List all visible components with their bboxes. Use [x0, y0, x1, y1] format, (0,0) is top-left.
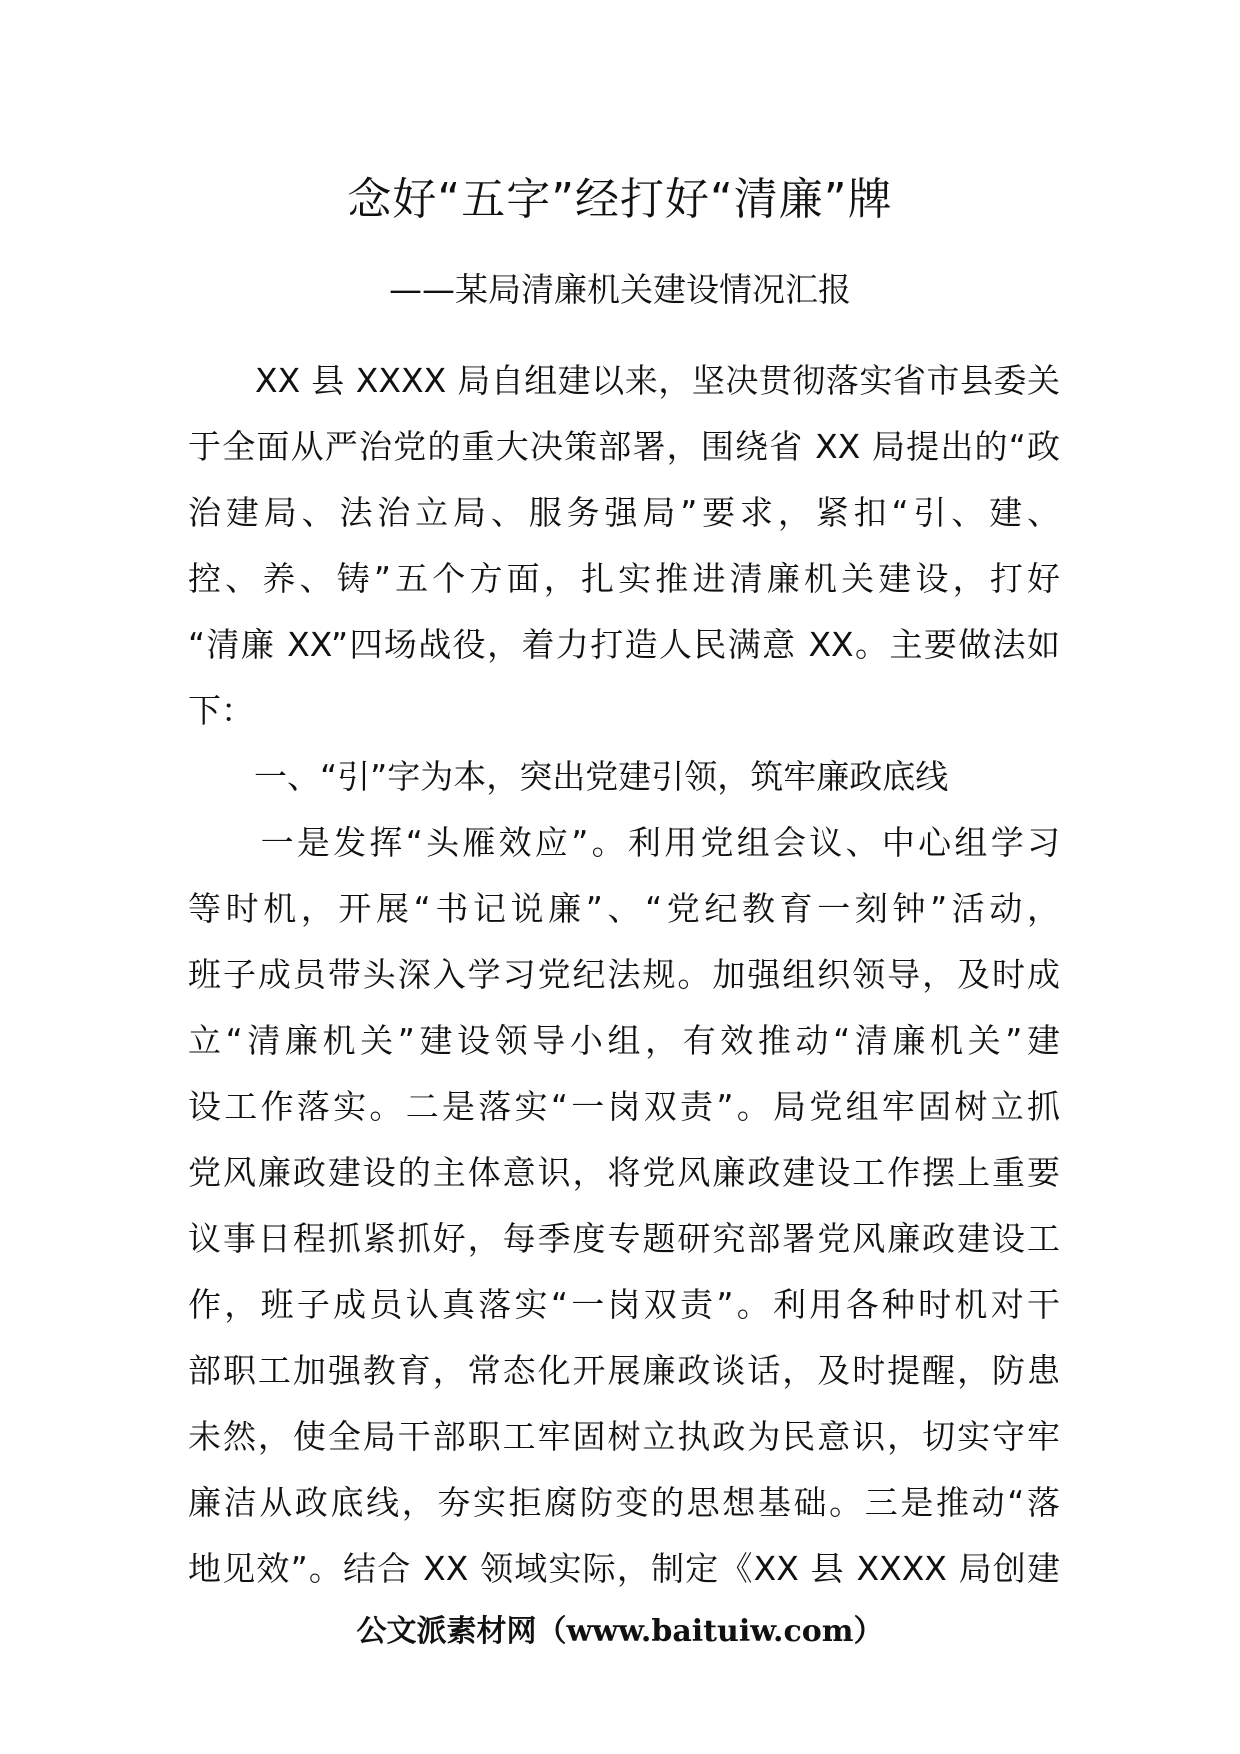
body-line: 班子成员带头深入学习党纪法规。加强组织领导，及时成 [188, 955, 1060, 994]
body-line: “清廉 XX”四场战役，着力打造人民满意 XX。主要做法如 [188, 625, 1060, 664]
body-line: 作，班子成员认真落实“一岗双责”。利用各种时机对干 [188, 1285, 1060, 1324]
body-line: 党风廉政建设的主体意识，将党风廉政建设工作摆上重要 [188, 1153, 1060, 1192]
section-heading: 一、“引”字为本，突出党建引领，筑牢廉政底线 [188, 757, 949, 796]
body-line: 议事日程抓紧抓好，每季度专题研究部署党风廉政建设工 [188, 1219, 1060, 1258]
document-body [188, 348, 1060, 1602]
body-line: 一是发挥“头雁效应”。利用党组会议、中心组学习 [188, 823, 1060, 862]
body-line: 于全面从严治党的重大决策部署，围绕省 XX 局提出的“政 [188, 427, 1060, 466]
body-line: 等时机，开展“书记说廉”、“党纪教育一刻钟”活动， [188, 889, 1060, 928]
body-line: 部职工加强教育，常态化开展廉政谈话，及时提醒，防患 [188, 1351, 1060, 1390]
body-line: 下： [188, 691, 254, 730]
body-line: 立“清廉机关”建设领导小组，有效推动“清廉机关”建 [188, 1021, 1060, 1060]
body-line: 地见效”。结合 XX 领域实际，制定《XX 县 XXXX 局创建 [188, 1549, 1060, 1588]
document-title: 念好“五字”经打好“清廉”牌 [347, 174, 893, 225]
body-line: 设工作落实。二是落实“一岗双责”。局党组牢固树立抓 [188, 1087, 1060, 1126]
body-line: 廉洁从政底线，夯实拒腐防变的思想基础。三是推动“落 [188, 1483, 1060, 1522]
document-subtitle: ——某局清廉机关建设情况汇报 [389, 270, 851, 309]
body-line: XX 县 XXXX 局自组建以来，坚决贯彻落实省市县委关 [188, 361, 1060, 400]
body-line: 治建局、法治立局、服务强局”要求，紧扣“引、建、 [188, 493, 1060, 532]
body-line: 未然，使全局干部职工牢固树立执政为民意识，切实守牢 [188, 1417, 1060, 1456]
body-line: 控、养、铸”五个方面，扎实推进清廉机关建设，打好 [188, 559, 1060, 598]
footer-source: 公文派素材网（www.baituiw.com） [356, 1614, 884, 1649]
